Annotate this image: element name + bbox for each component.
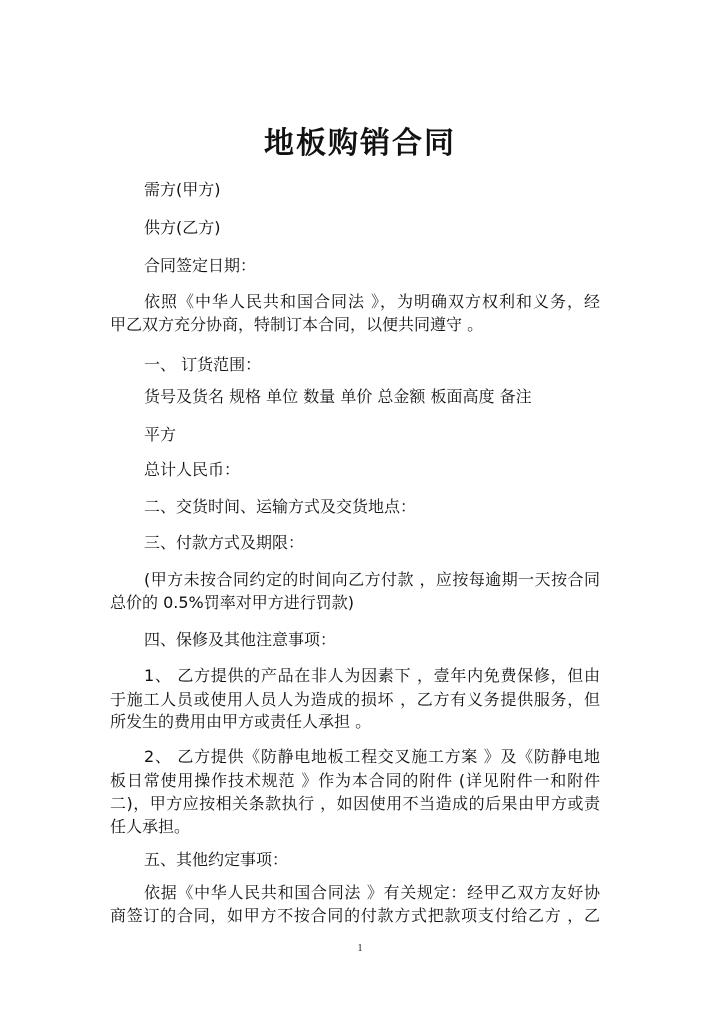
penalty-line: (甲方未按合同约定的时间向乙方付款 ，应按每逾期一天按合同	[144, 570, 600, 589]
item2-line: 板日常使用操作技术规范 》作为本合同的附件 (详见附件一和附件	[110, 771, 600, 790]
page-number: 1	[357, 943, 363, 954]
total-line: 总计人民币：	[144, 460, 241, 479]
unit-line: 平方	[144, 425, 177, 444]
sign-date-line: 合同签定日期：	[144, 256, 257, 275]
item2-line: 任人承担。	[110, 817, 191, 836]
intro-line: 依照《中华人民共和国合同法 》，为明确双方权利和义务，经	[144, 292, 600, 311]
penalty-line: 总价的 0.5%罚率对甲方进行罚款)	[110, 593, 354, 612]
item2-line: 2、 乙方提供《防静电地板工程交叉施工方案 》及《防静电地	[144, 747, 600, 766]
section-heading: 二、交货时间、运输方式及交货地点：	[144, 497, 417, 516]
seller-line: 供方(乙方)	[144, 218, 221, 237]
document-title: 地板购销合同	[264, 126, 456, 161]
item2-line: 二)，甲方应按相关条款执行 ，如因使用不当造成的后果由甲方或责	[110, 794, 600, 813]
section-heading: 五、其他约定事项：	[144, 850, 289, 869]
item1-line: 于施工人员或使用人员人为造成的损坏 ，乙方有义务提供服务，但	[110, 690, 600, 709]
section-heading: 三、付款方式及期限：	[144, 533, 305, 552]
basis-line: 商签订的合同，如甲方不按合同的付款方式把款项支付给乙方 ，乙	[110, 906, 600, 925]
basis-line: 依据《中华人民共和国合同法 》有关规定：经甲乙双方友好协	[144, 883, 600, 902]
intro-line: 甲乙双方充分协商，特制订本合同，以便共同遵守 。	[110, 315, 484, 334]
section-heading: 一、 订货范围：	[144, 355, 262, 374]
order-columns-line: 货号及货名 规格 单位 数量 单价 总金额 板面高度 备注	[144, 387, 532, 406]
section-heading: 四、保修及其他注意事项：	[144, 630, 337, 649]
item1-line: 所发生的费用由甲方或责任人承担 。	[110, 712, 372, 731]
buyer-line: 需方(甲方)	[144, 180, 221, 199]
item1-line: 1、 乙方提供的产品在非人为因素下 ，壹年内免费保修，但由	[144, 666, 600, 685]
